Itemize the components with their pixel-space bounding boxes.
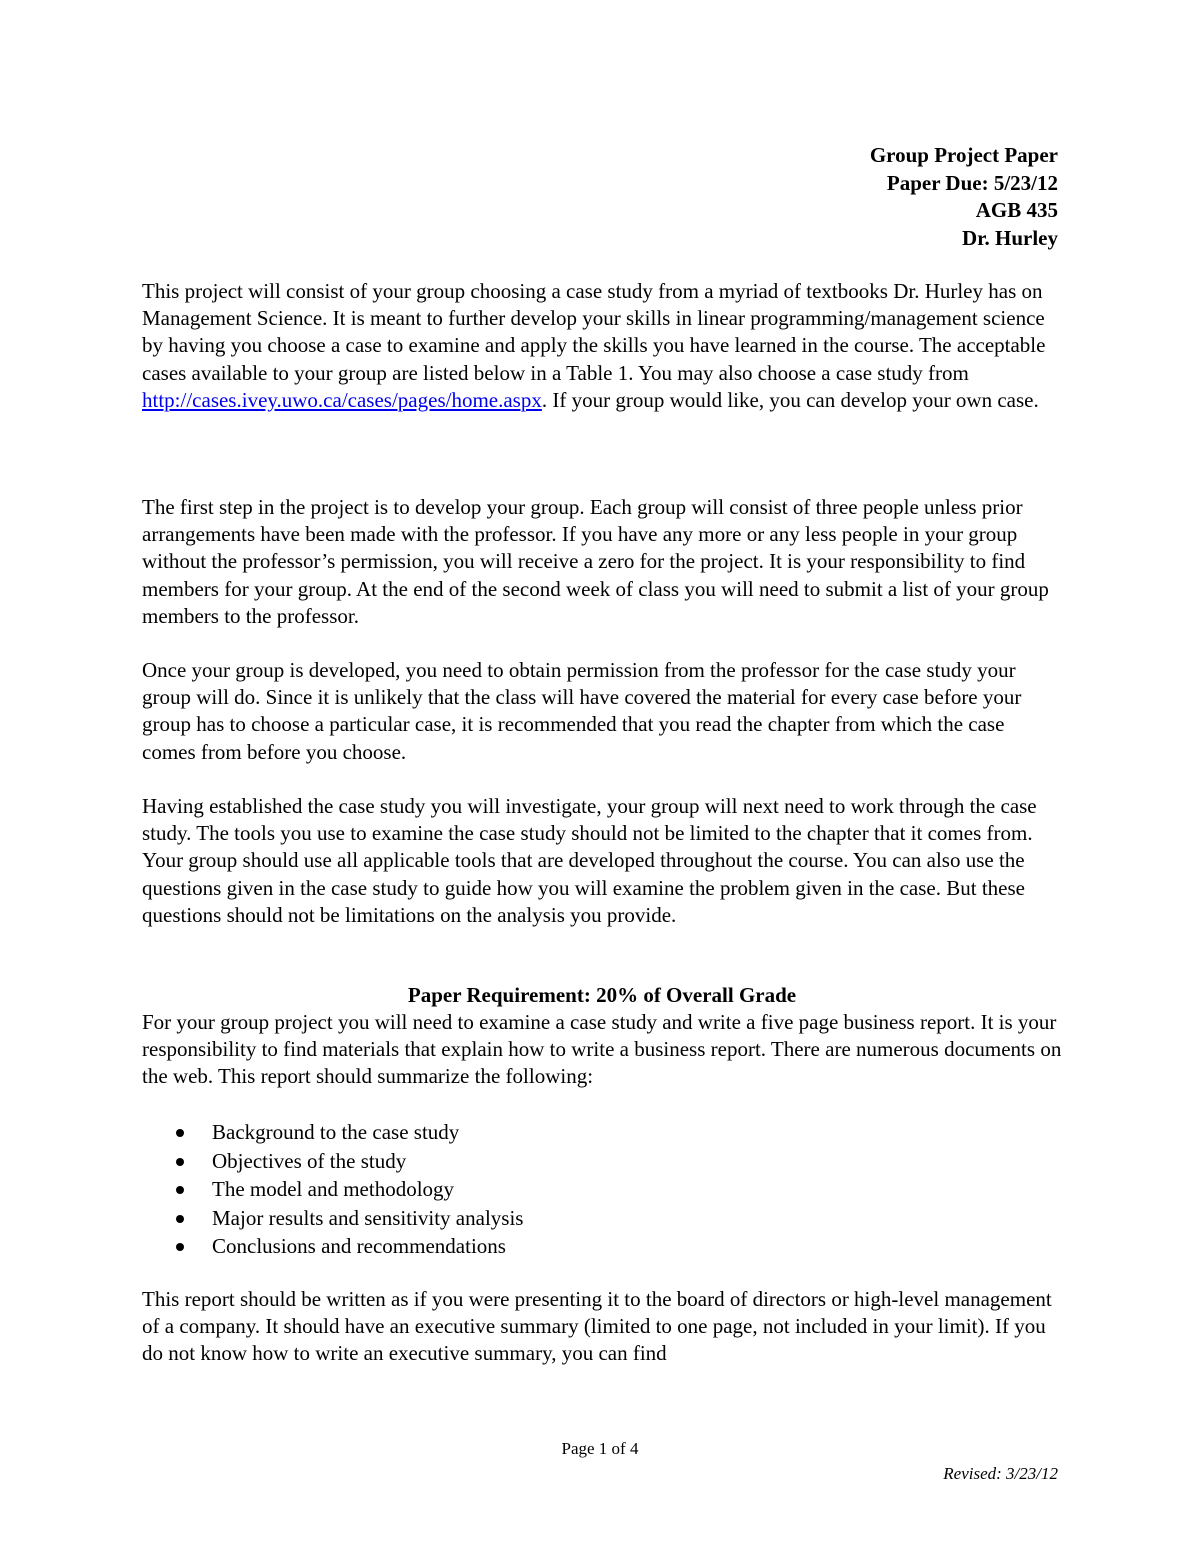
report-summary-list: [142, 1118, 1042, 1261]
section-heading: Paper Requirement: 20% of Overall Grade: [407, 983, 797, 1007]
course-code: AGB 435: [975, 198, 1058, 222]
permission-text: Once your group is developed, you need to obtain permission from the professor for the case study your group will do. Since it is unlikely that the class will have covered the material for every case before your group has to choose a particular case, it is recommended that you read the chapter from which the case comes from before you choose.: [142, 658, 1022, 764]
bullet-icon: [176, 1158, 184, 1166]
executive-summary-text: This report should be written as if you were presenting it to the board of directors or high-level management of a company. It should have an executive summary (limited to one page, not included in your limit). If you do not know how to write an executive summary, you can find: [142, 1287, 1052, 1366]
list-item: The model and methodology: [142, 1175, 1042, 1204]
list-item: Background to the case study: [142, 1118, 1042, 1147]
document-title: Group Project Paper: [869, 143, 1058, 167]
header-block: [870, 142, 1058, 252]
intro-text: This project will consist of your group choosing a case study from a myriad of textbooks Dr. Hurley has on Management Science. It is meant to further develop your skills in linear programming/management science by having you choose a case to examine and apply the skills you have learned in the course. The acceptable cases available to your group are listed below in a Table 1. You may also choose a case study from: [142, 279, 1046, 385]
permission-paragraph: [142, 657, 1062, 766]
group-text: The first step in the project is to develop your group. Each group will consist of three people unless prior arrangements have been made with the professor. If you have any more or any less people in your group without the professor’s permission, you will receive a zero for the project. It is your responsibility to find members for your group. At the end of the second week of class you will need to submit a list of your group members to the professor.: [142, 495, 1049, 628]
list-item: Conclusions and recommendations: [142, 1232, 1042, 1261]
requirement-text: For your group project you will need to examine a case study and write a five page business report. It is your responsibility to find materials that explain how to write a business report. There are numerous documents on the web. This report should summarize the following:: [142, 1010, 1062, 1089]
intro-text-end: . If your group would like, you can develop your own case.: [541, 387, 1039, 412]
due-date: Paper Due: 5/23/12: [886, 170, 1058, 195]
bullet-icon: [176, 1129, 184, 1137]
instructor-name: Dr. Hurley: [961, 225, 1058, 250]
requirement-paragraph: [142, 1009, 1062, 1091]
intro-paragraph: [142, 278, 1062, 414]
analysis-text: Having established the case study you will investigate, your group will next need to work through the case study. The tools you use to examine the case study should not be limited to the chapter that it comes from. Your group should use all applicable tools that are developed throughout the course. You can also use the questions given in the case study to guide how you will examine the problem given in the case. But these questions should not be limitations on the analysis you provide.: [142, 794, 1037, 927]
executive-summary-paragraph: [142, 1286, 1062, 1368]
list-item: Objectives of the study: [142, 1147, 1042, 1176]
bullet-icon: [176, 1243, 184, 1251]
revision-date: Revised: 3/23/12: [943, 1464, 1058, 1483]
group-paragraph: [142, 494, 1062, 630]
bullet-icon: [176, 1215, 184, 1223]
list-item: Major results and sensitivity analysis: [142, 1204, 1042, 1233]
analysis-paragraph: [142, 793, 1062, 929]
bullet-icon: [176, 1186, 184, 1194]
page-number: Page 1 of 4: [561, 1439, 639, 1458]
case-study-link[interactable]: http://cases.ivey.uwo.ca/cases/pages/home.aspx: [142, 387, 542, 412]
